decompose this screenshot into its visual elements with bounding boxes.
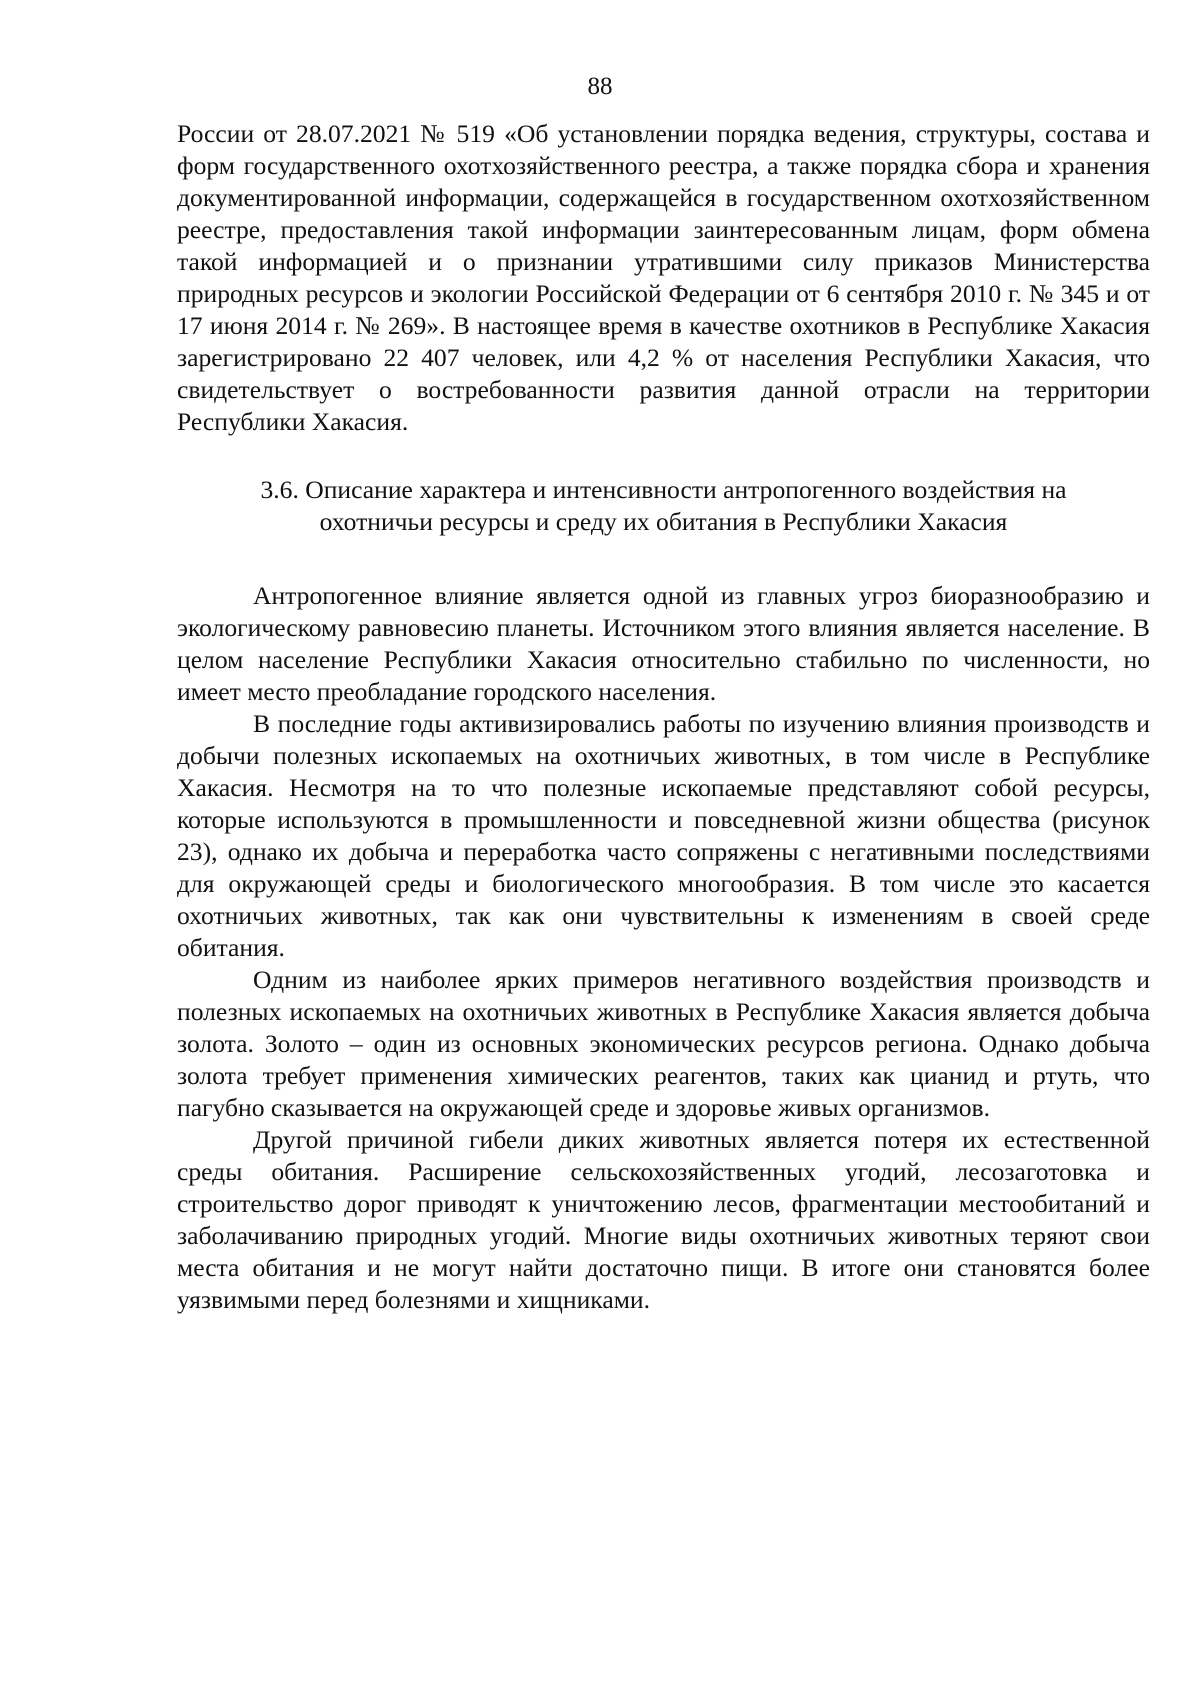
section-heading-line-2: охотничьи ресурсы и среду их обитания в Республики Хакасия [319,507,1008,536]
paragraph: Антропогенное влияние является одной из главных угроз биоразнообразию и экологическому равновесию планеты. Источником этого влияния является население. В целом население Республики Хакасия относительно стабильно по численности, но имеет место преобладание городского населения. [177,581,1150,706]
section-heading-line-1: 3.6. Описание характера и интенсивности антропогенного воздействия на [260,475,1067,504]
paragraph: В последние годы активизировались работы по изучению влияния производств и добычи полезных ископаемых на охотничьих животных, в том числе в Республике Хакасия. Несмотря на то что полезные ископаемые представляют собой ресурсы, которые используются в промышленности и повседневной жизни общества (рисунок 23), однако их добыча и переработка часто сопряжены с негативными последствиями для окружающей среды и биологического многообразия. В том числе это касается охотничьих животных, так как они чувствительны к изменениям в своей среде обитания. [177,709,1150,962]
paragraph: Одним из наиболее ярких примеров негативного воздействия производств и полезных ископаемых на охотничьих животных в Республике Хакасия является добыча золота. Золото – один из основных экономических ресурсов региона. Однако добыча золота требует применения химических реагентов, таких как цианид и ртуть, что пагубно сказывается на окружающей среде и здоровье живых организмов. [177,965,1150,1122]
page-number: 88 [587,73,613,100]
paragraph: Другой причиной гибели диких животных является потеря их естественной среды обитания. Расширение сельскохозяйственных угодий, лесозаготовка и строительство дорог приводят к уничтожению лесов, фрагментации местообитаний и заболачиванию природных угодий. Многие виды охотничьих животных теряют свои места обитания и не могут найти достаточно пищи. В итоге они становятся более уязвимыми перед болезнями и хищниками. [177,1125,1150,1314]
paragraph-continued: России от 28.07.2021 № 519 «Об установлении порядка ведения, структуры, состава и форм государственного охотхозяйственного реестра, а также порядка сбора и хранения документированной информации, содержащейся в государственном охотхозяйственном реестре, предоставления такой информации заинтересованным лицам, форм обмена такой информацией и о признании утратившими силу приказов Министерства природных ресурсов и экологии Российской Федерации от 6 сентября 2010 г. № 345 и от 17 июня 2014 г. № 269». В настоящее время в качестве охотников в Республике Хакасия зарегистрировано 22 407 человек, или 4,2 % от населения Республики Хакасия, что свидетельствует о востребованности развития данной отрасли на территории Республики Хакасия. [177,119,1150,436]
section-heading [177,474,1150,538]
page-content [177,118,1150,1316]
